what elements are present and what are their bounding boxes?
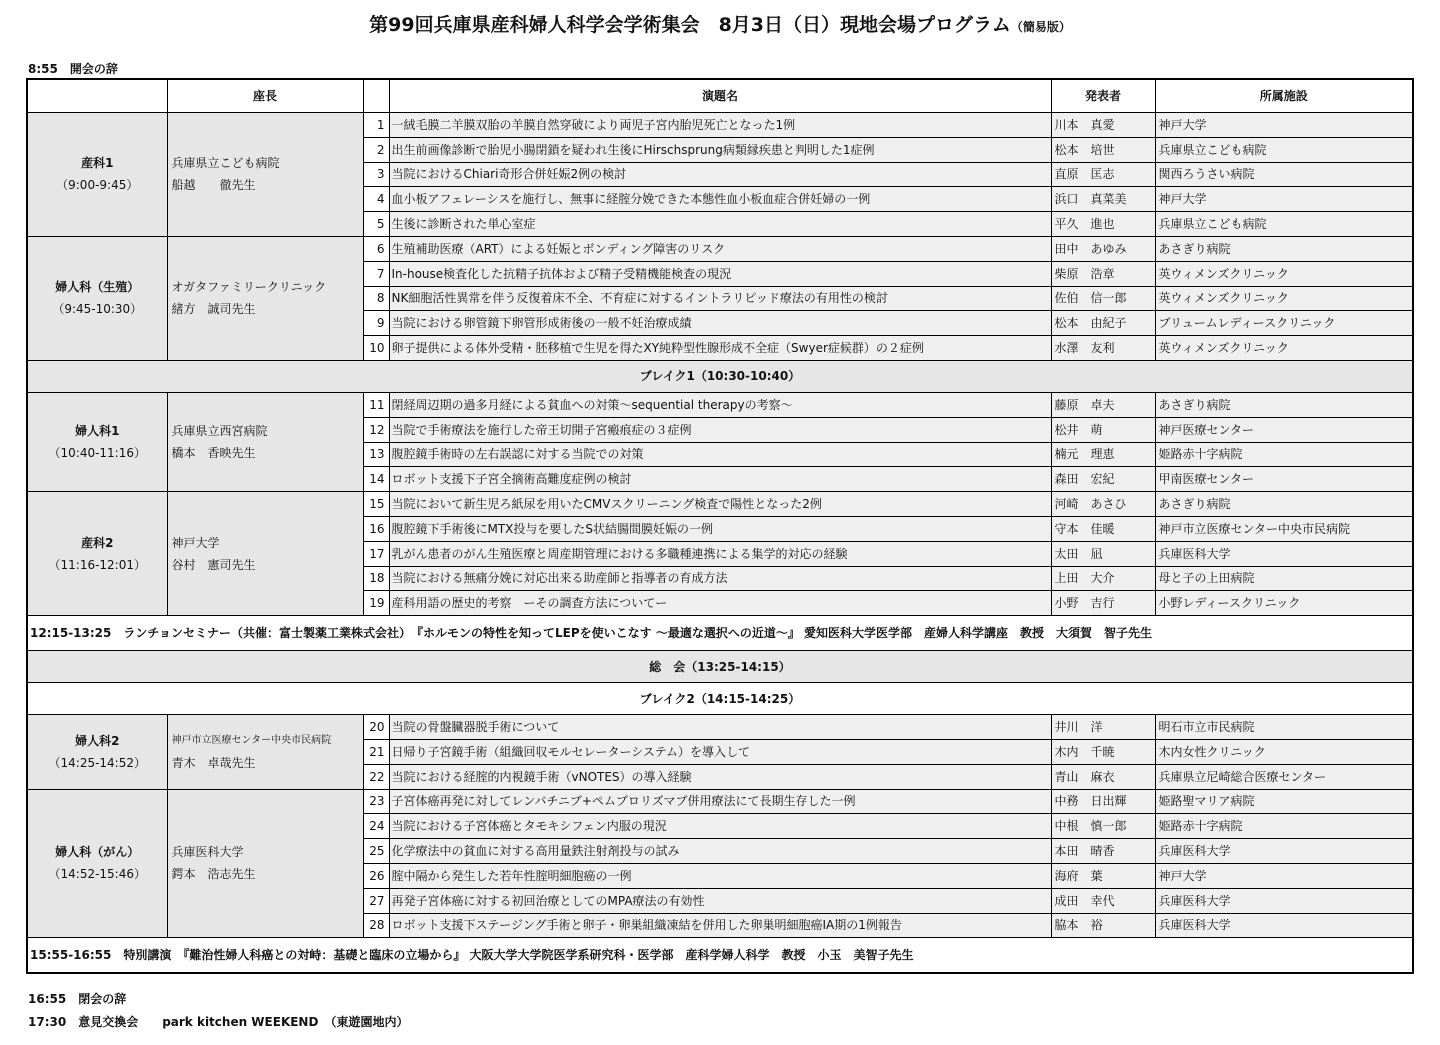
talk-number: 22 — [363, 764, 389, 789]
talk-title: 生後に診断された単心室症 — [389, 212, 1051, 237]
chair-affiliation: 神戸市立医療センター中央市民病院 — [171, 734, 332, 746]
table-row — [27, 789, 1413, 814]
closing-remarks: 16:55 閉会の辞 — [28, 992, 127, 1006]
talk-title: 当院の骨盤臓器脱手術について — [389, 715, 1051, 740]
talk-number: 1 — [363, 113, 389, 138]
talk-title: 当院における子宮体癌とタモキシフェン内服の現況 — [389, 814, 1051, 839]
program-body — [27, 79, 1413, 973]
talk-title: 子宮体癌再発に対してレンバチニブ+ペムブロリズマブ併用療法にて長期生存した一例 — [389, 789, 1051, 814]
talk-presenter: 森田 宏紀 — [1051, 467, 1155, 492]
talk-presenter: 青山 麻衣 — [1051, 764, 1155, 789]
talk-title: 腹腔鏡下手術後にMTX投与を要したS状結腸間膜妊娠の一例 — [389, 516, 1051, 541]
header-session — [27, 79, 167, 113]
header-chair: 座長 — [167, 79, 363, 113]
talk-title: 卵子提供による体外受精・胚移植で生児を得たXY純粋型性腺形成不全症（Swyer症候群）の２症例 — [389, 336, 1051, 361]
table-row — [27, 236, 1413, 261]
session-name: 婦人科（がん） — [55, 845, 140, 860]
talk-presenter: 楠元 理恵 — [1051, 442, 1155, 467]
talk-affiliation: 姫路赤十字病院 — [1155, 814, 1413, 839]
break-1-row — [27, 360, 1413, 392]
talk-number: 27 — [363, 888, 389, 913]
talk-affiliation: 神戸大学 — [1155, 113, 1413, 138]
talk-affiliation: 兵庫県立こども病院 — [1155, 212, 1413, 237]
talk-affiliation: 兵庫県立こども病院 — [1155, 137, 1413, 162]
session-chair-cell — [167, 715, 363, 789]
talk-affiliation: 兵庫医科大学 — [1155, 839, 1413, 864]
talk-number: 16 — [363, 516, 389, 541]
talk-title: 当院における無痛分娩に対応出来る助産師と指導者の育成方法 — [389, 566, 1051, 591]
talk-title: ロボット支援下子宮全摘術高難度症例の検討 — [389, 467, 1051, 492]
session-name: 婦人科（生殖） — [55, 280, 140, 295]
chair-affiliation: 兵庫医科大学 — [171, 845, 244, 860]
talk-presenter: 河崎 あさひ — [1051, 492, 1155, 517]
talk-presenter: 川本 真愛 — [1051, 113, 1155, 138]
talk-presenter: 上田 大介 — [1051, 566, 1155, 591]
title-main: 第99回兵庫県産科婦人科学会学術集会 8月3日（日）現地会場プログラム — [369, 14, 1011, 36]
special-lecture-row — [27, 938, 1413, 974]
chair-affiliation: 兵庫県立こども病院 — [171, 156, 280, 171]
talk-affiliation: 木内女性クリニック — [1155, 739, 1413, 764]
talk-affiliation: 母と子の上田病院 — [1155, 566, 1413, 591]
session-chair-cell — [167, 492, 363, 616]
break-1: ブレイク1（10:30-10:40） — [27, 360, 1413, 392]
talk-number: 18 — [363, 566, 389, 591]
talk-title: 当院における卵管鏡下卵管形成術後の一般不妊治療成績 — [389, 311, 1051, 336]
break-2-row — [27, 683, 1413, 715]
talk-presenter: 浜口 真菜美 — [1051, 187, 1155, 212]
header-title: 演題名 — [389, 79, 1051, 113]
talk-number: 5 — [363, 212, 389, 237]
talk-number: 13 — [363, 442, 389, 467]
talk-title: 生殖補助医療（ART）による妊娠とボンディング障害のリスク — [389, 236, 1051, 261]
talk-title: 腟中隔から発生した若年性腟明細胞癌の一例 — [389, 863, 1051, 888]
talk-presenter: 佐伯 信一郎 — [1051, 286, 1155, 311]
session-chair-cell — [167, 789, 363, 938]
talk-presenter: 太田 凪 — [1051, 541, 1155, 566]
session-chair-cell — [167, 236, 363, 360]
opening-remarks: 8:55 開会の辞 — [28, 62, 118, 76]
talk-title: 再発子宮体癌に対する初回治療としてのMPA療法の有効性 — [389, 888, 1051, 913]
session-name-cell — [27, 392, 167, 491]
talk-affiliation: 姫路聖マリア病院 — [1155, 789, 1413, 814]
talk-affiliation: あさぎり病院 — [1155, 236, 1413, 261]
chair-name: 緒方 誠司先生 — [171, 302, 256, 317]
talk-number: 3 — [363, 162, 389, 187]
table-header-row — [27, 79, 1413, 113]
session-name: 婦人科1 — [75, 424, 120, 439]
talk-title: 出生前画像診断で胎児小腸閉鎖を疑われ生後にHirschsprung病類縁疾患と判明した1症例 — [389, 137, 1051, 162]
session-name: 婦人科2 — [75, 733, 120, 748]
talk-affiliation: 明石市立市民病院 — [1155, 715, 1413, 740]
general-meeting-row — [27, 651, 1413, 683]
talk-affiliation: あさぎり病院 — [1155, 492, 1413, 517]
talk-title: 化学療法中の貧血に対する高用量鉄注射剤投与の試み — [389, 839, 1051, 864]
session-time: （14:52-15:46） — [48, 867, 146, 882]
talk-title: NK細胞活性異常を伴う反復着床不全、不育症に対するイントラリピッド療法の有用性の検討 — [389, 286, 1051, 311]
talk-title: 閉経周辺期の過多月経による貧血への対策～sequential therapyの考察～ — [389, 392, 1051, 417]
chair-affiliation: 兵庫県立西宮病院 — [171, 424, 268, 439]
talk-number: 24 — [363, 814, 389, 839]
talk-affiliation: あさぎり病院 — [1155, 392, 1413, 417]
talk-presenter: 柴原 浩章 — [1051, 261, 1155, 286]
header-affiliation: 所属施設 — [1155, 79, 1413, 113]
session-time: （9:00-9:45） — [56, 178, 139, 193]
talk-affiliation: 関西ろうさい病院 — [1155, 162, 1413, 187]
talk-number: 17 — [363, 541, 389, 566]
talk-title: 乳がん患者のがん生殖医療と周産期管理における多職種連携による集学的対応の経験 — [389, 541, 1051, 566]
session-name-cell — [27, 715, 167, 789]
table-row — [27, 492, 1413, 517]
talk-presenter: 平久 進也 — [1051, 212, 1155, 237]
talk-affiliation: 姫路赤十字病院 — [1155, 442, 1413, 467]
chair-name: 橋本 香映先生 — [171, 446, 256, 461]
talk-presenter: 小野 吉行 — [1051, 591, 1155, 616]
talk-presenter: 海府 葉 — [1051, 863, 1155, 888]
talk-number: 25 — [363, 839, 389, 864]
talk-number: 12 — [363, 417, 389, 442]
talk-number: 15 — [363, 492, 389, 517]
talk-affiliation: 英ウィメンズクリニック — [1155, 336, 1413, 361]
talk-title: 一絨毛膜二羊膜双胎の羊膜自然穿破により両児子宮内胎児死亡となった1例 — [389, 113, 1051, 138]
session-name: 産科1 — [81, 156, 114, 171]
talk-number: 21 — [363, 739, 389, 764]
talk-number: 26 — [363, 863, 389, 888]
talk-presenter: 中根 慎一郎 — [1051, 814, 1155, 839]
talk-number: 28 — [363, 913, 389, 938]
talk-number: 4 — [363, 187, 389, 212]
talk-affiliation: 兵庫医科大学 — [1155, 541, 1413, 566]
special-lecture: 15:55-16:55 特別講演 『難治性婦人科癌との対峙：基礎と臨床の立場から』 大阪大学大学院医学系研究科・医学部 産科学婦人科学 教授 小玉 美智子先生 — [27, 938, 1413, 974]
talk-affiliation: 英ウィメンズクリニック — [1155, 261, 1413, 286]
talk-number: 14 — [363, 467, 389, 492]
luncheon-seminar-row — [27, 616, 1413, 651]
talk-number: 8 — [363, 286, 389, 311]
talk-presenter: 水澤 友利 — [1051, 336, 1155, 361]
talk-number: 10 — [363, 336, 389, 361]
session-name-cell — [27, 492, 167, 616]
talk-presenter: 井川 洋 — [1051, 715, 1155, 740]
header-number — [363, 79, 389, 113]
session-time: （14:25-14:52） — [48, 755, 146, 770]
talk-affiliation: 兵庫医科大学 — [1155, 913, 1413, 938]
talk-title: 日帰り子宮鏡手術（組織回収モルセレーターシステム）を導入して — [389, 739, 1051, 764]
talk-presenter: 守本 佳暖 — [1051, 516, 1155, 541]
break-2: ブレイク2（14:15-14:25） — [27, 683, 1413, 715]
talk-title: 当院におけるChiari奇形合併妊娠2例の検討 — [389, 162, 1051, 187]
chair-affiliation: オガタファミリークリニック — [171, 280, 327, 295]
talk-affiliation: 甲南医療センター — [1155, 467, 1413, 492]
page-title — [0, 10, 1440, 37]
session-chair-cell — [167, 392, 363, 491]
talk-title: 腹腔鏡手術時の左右誤認に対する当院での対策 — [389, 442, 1051, 467]
talk-affiliation: 兵庫県立尼崎総合医療センター — [1155, 764, 1413, 789]
chair-name: 谷村 憲司先生 — [171, 557, 256, 572]
talk-title: 当院において新生児ろ紙尿を用いたCMVスクリーニング検査で陽性となった2例 — [389, 492, 1051, 517]
talk-presenter: 藤原 卓夫 — [1051, 392, 1155, 417]
session-name-cell — [27, 789, 167, 938]
chair-affiliation: 神戸大学 — [171, 535, 220, 550]
talk-number: 23 — [363, 789, 389, 814]
talk-presenter: 松井 萌 — [1051, 417, 1155, 442]
talk-title: 産科用語の歴史的考察 ーその調査方法についてー — [389, 591, 1051, 616]
header-presenter: 発表者 — [1051, 79, 1155, 113]
talk-presenter: 木内 千暁 — [1051, 739, 1155, 764]
session-time: （10:40-11:16） — [48, 446, 146, 461]
talk-title: ロボット支援下ステージング手術と卵子・卵巣組織凍結を併用した卵巣明細胞癌IA期の1例報告 — [389, 913, 1051, 938]
talk-number: 2 — [363, 137, 389, 162]
talk-presenter: 松本 由紀子 — [1051, 311, 1155, 336]
talk-number: 19 — [363, 591, 389, 616]
session-name-cell — [27, 236, 167, 360]
talk-presenter: 中務 日出輝 — [1051, 789, 1155, 814]
table-row — [27, 715, 1413, 740]
talk-affiliation: 神戸市立医療センター中央市民病院 — [1155, 516, 1413, 541]
talk-number: 6 — [363, 236, 389, 261]
title-sub: （簡易版） — [1010, 20, 1071, 34]
talk-number: 20 — [363, 715, 389, 740]
talk-number: 11 — [363, 392, 389, 417]
table-row — [27, 113, 1413, 138]
talk-affiliation: 英ウィメンズクリニック — [1155, 286, 1413, 311]
chair-name: 鍔本 浩志先生 — [171, 867, 256, 882]
session-chair-cell — [167, 113, 363, 237]
reception: 17:30 意見交換会 park kitchen WEEKEND （東遊園地内） — [28, 1015, 409, 1029]
talk-title: 当院で手術療法を施行した帝王切開子宮瘢痕症の３症例 — [389, 417, 1051, 442]
talk-presenter: 本田 晴香 — [1051, 839, 1155, 864]
talk-title: 血小板アフェレーシスを施行し、無事に経腟分娩できた本態性血小板血症合併妊婦の一例 — [389, 187, 1051, 212]
talk-affiliation: 神戸医療センター — [1155, 417, 1413, 442]
talk-affiliation: 神戸大学 — [1155, 187, 1413, 212]
talk-affiliation: 小野レディースクリニック — [1155, 591, 1413, 616]
talk-presenter: 脇本 裕 — [1051, 913, 1155, 938]
talk-presenter: 田中 あゆみ — [1051, 236, 1155, 261]
session-name: 産科2 — [81, 535, 114, 550]
talk-number: 7 — [363, 261, 389, 286]
talk-number: 9 — [363, 311, 389, 336]
program-table — [26, 78, 1414, 974]
session-time: （11:16-12:01） — [48, 557, 146, 572]
chair-name: 青木 卓哉先生 — [171, 755, 256, 770]
session-name-cell — [27, 113, 167, 237]
talk-affiliation: 神戸大学 — [1155, 863, 1413, 888]
session-time: （9:45-10:30） — [52, 302, 143, 317]
talk-presenter: 松本 培世 — [1051, 137, 1155, 162]
general-meeting: 総 会（13:25-14:15） — [27, 651, 1413, 683]
talk-presenter: 直原 匡志 — [1051, 162, 1155, 187]
talk-title: In-house検査化した抗精子抗体および精子受精機能検査の現況 — [389, 261, 1051, 286]
luncheon-seminar: 12:15-13:25 ランチョンセミナー（共催：富士製薬工業株式会社） 『ホルモンの特性を知ってLEPを使いこなす ～最適な選択への近道～』 愛知医科大学医学部 産婦人科学講座 教授 大須賀 智子先生 — [27, 616, 1413, 651]
table-row — [27, 392, 1413, 417]
talk-presenter: 成田 幸代 — [1051, 888, 1155, 913]
talk-affiliation: 兵庫医科大学 — [1155, 888, 1413, 913]
talk-title: 当院における経腟的内視鏡手術（vNOTES）の導入経験 — [389, 764, 1051, 789]
chair-name: 船越 徹先生 — [171, 178, 256, 193]
talk-affiliation: ブリュームレディースクリニック — [1155, 311, 1413, 336]
